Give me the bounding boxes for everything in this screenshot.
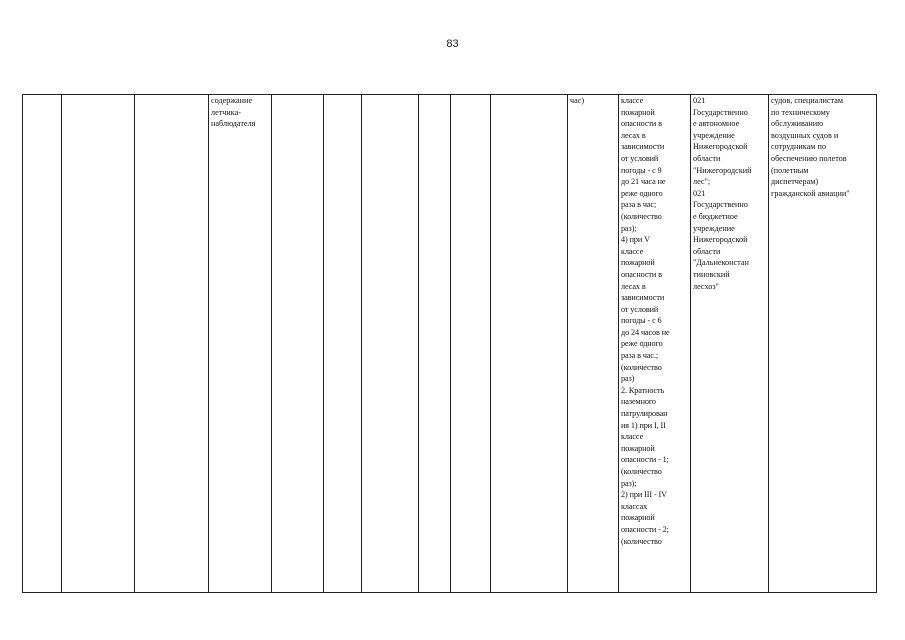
table-cell-6 xyxy=(324,95,362,593)
table-cell-7 xyxy=(362,95,419,593)
table-cell-10 xyxy=(491,95,568,593)
table-cell-9 xyxy=(451,95,491,593)
table-cell-3 xyxy=(135,95,209,593)
table-cell-8 xyxy=(419,95,451,593)
page-number: 83 xyxy=(446,38,459,50)
table-cell-patrol-frequency: классе пожарной опасности в лесах в зависимости от условий погоды - с 9 до 21 часа не реже одного раза в час; (количество раз); 4) при V классе пожарной опасности в лесах в зависимости от условий погоды - с 6 до 24 часов не реже одного раза в час.; (количество раз) 2. Кратность наземного патрулирован ия 1) при I, II классе пожарной опасности - 1; (количество раз); 2) при III - IV классах пожарной опасности - 2; (количество xyxy=(619,95,691,593)
table-cell-content-description: содержание летчика- наблюдателя xyxy=(209,95,272,593)
table-cell-requirements: судов, специалистам по техническому обслуживанию воздушных судов и сотрудникам по обеспечению полетов (полетным диспетчерам) гражданской авиации" xyxy=(769,95,877,593)
table-cell-1 xyxy=(23,95,62,593)
table-cell-2 xyxy=(62,95,135,593)
table-cell-unit: час) xyxy=(568,95,619,593)
registry-table xyxy=(22,94,877,593)
table-cell-5 xyxy=(272,95,324,593)
table-cell-institutions: 021 Государственно е автономное учреждение Нижегородской области "Нижегородский лес"; 021 Государственно е бюджетное учреждение Нижегородской области "Дальнеконстан тиновский лесхоз" xyxy=(691,95,769,593)
table-row xyxy=(23,95,877,593)
